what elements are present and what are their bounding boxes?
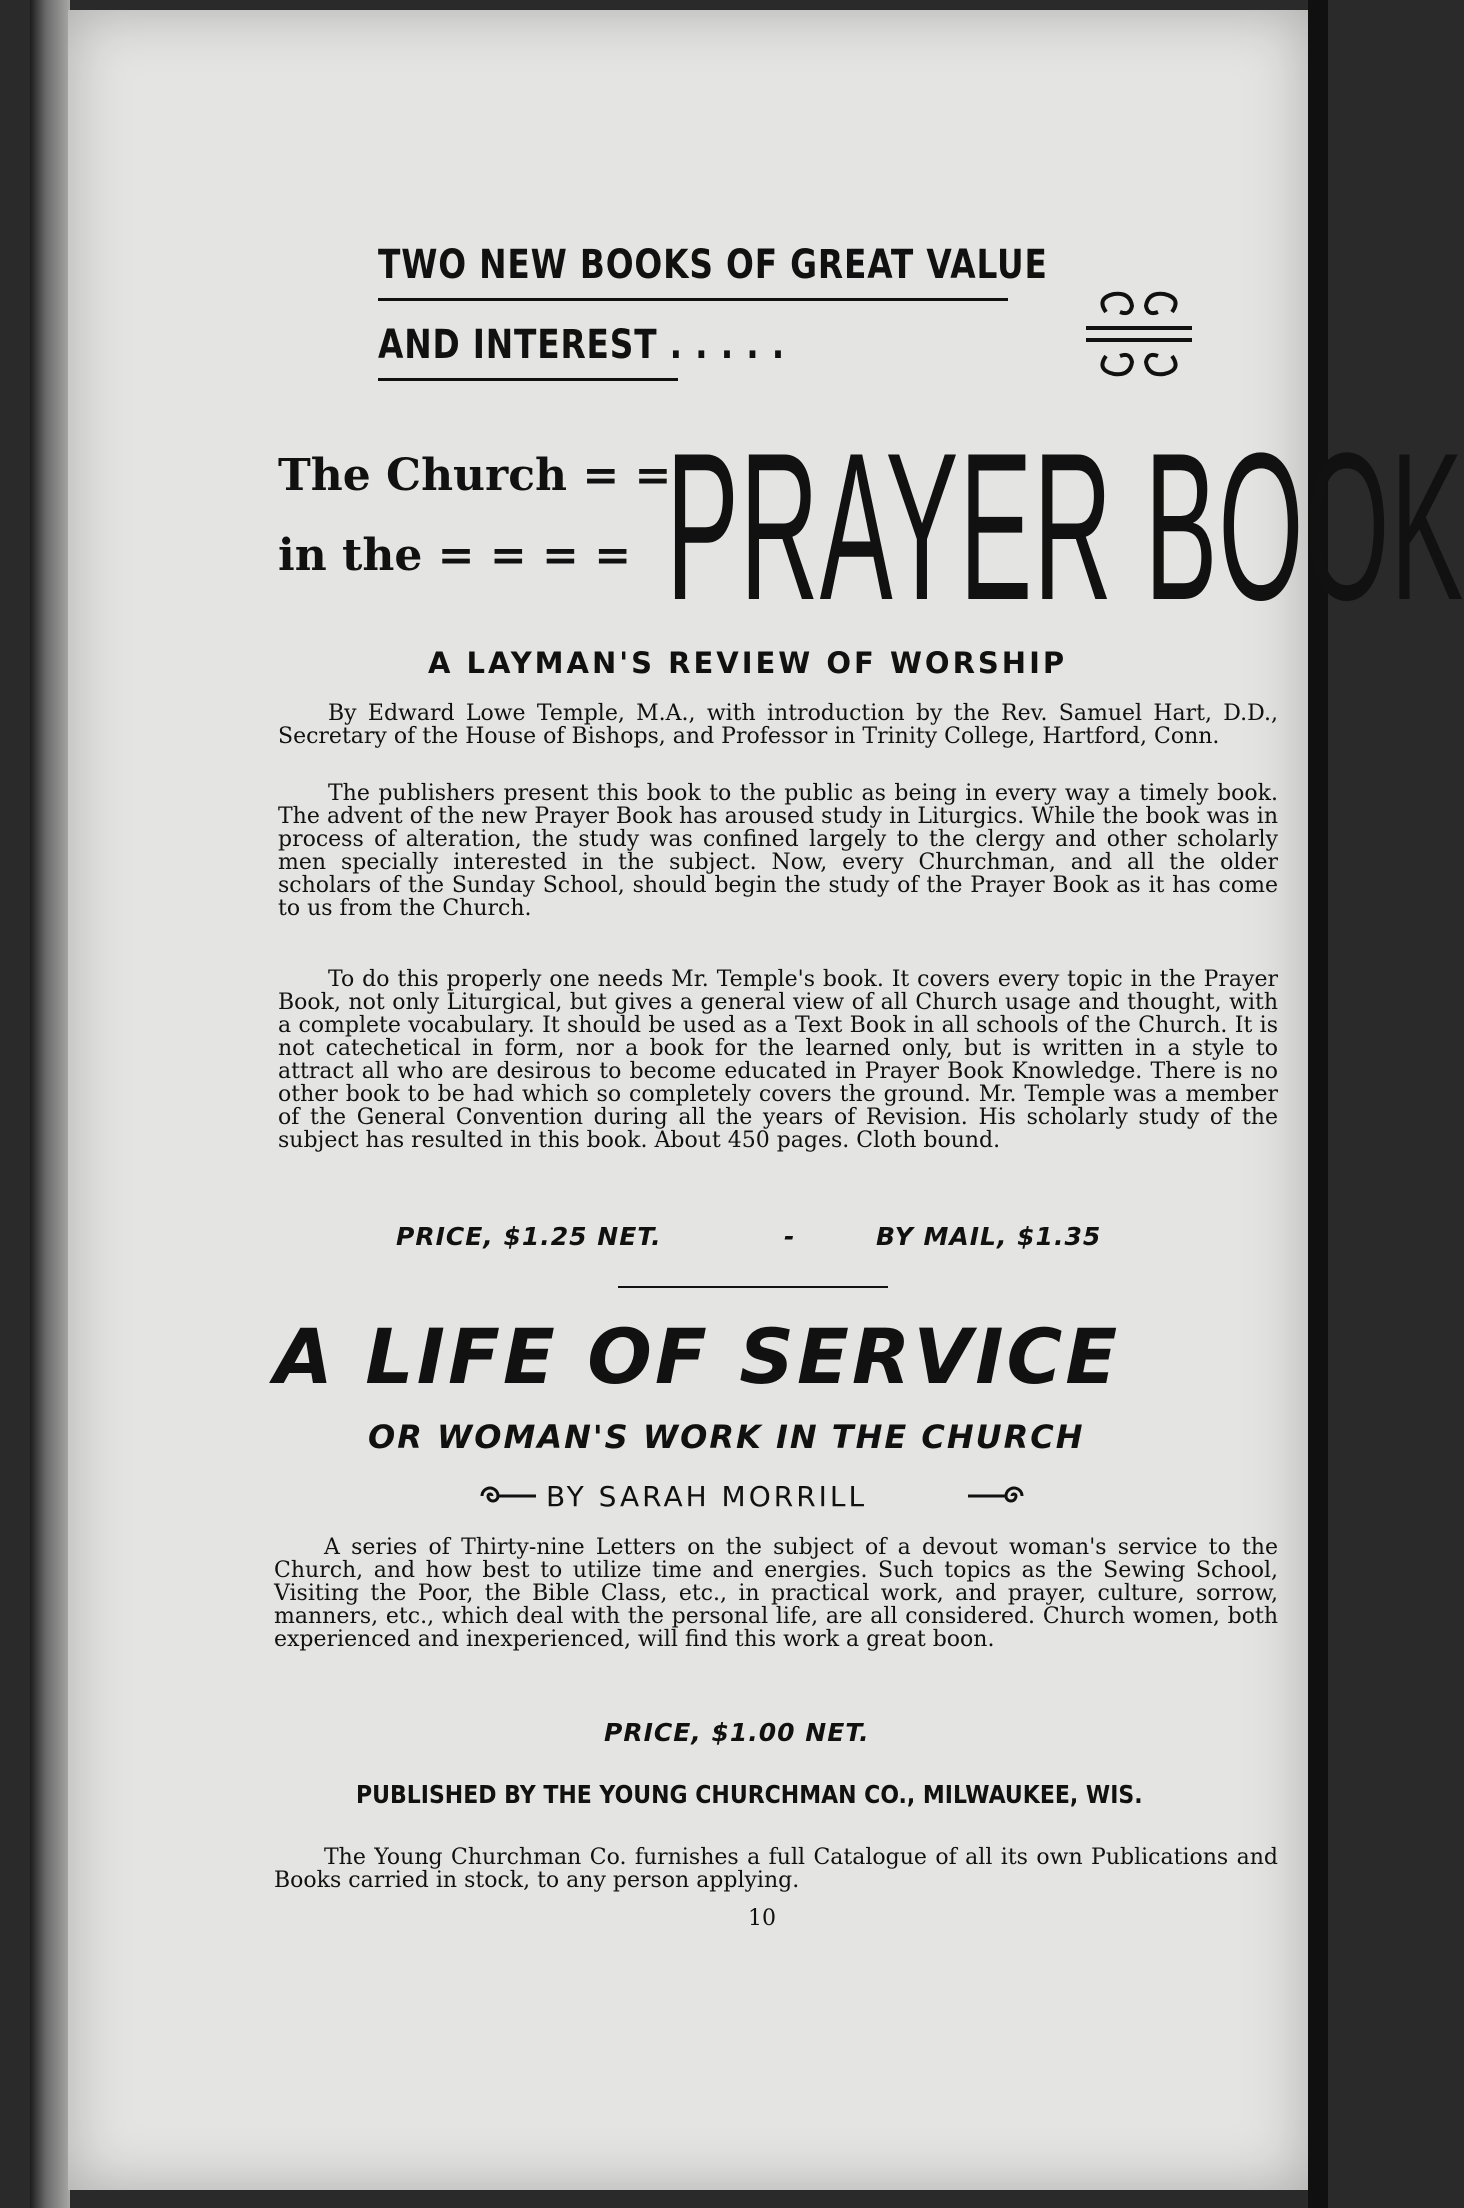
- header-line-2: AND INTEREST . . . . .: [378, 322, 786, 368]
- title-left-line-2: in the = = = =: [278, 530, 632, 581]
- book1-paragraph-3: To do this properly one needs Mr. Temple's book. It covers every topic in the Prayer Book, not only Liturgical, but gives a general view of all Church usage and thought, with a complete vocabulary. It should be used as a Text Book in all schools of the Church. It is not catechetical in form, nor a book for the learned only, but is written in a style to attract all who are desirous to become educated in Prayer Book Knowledge. There is no other book to be had which so completely covers the ground. Mr. Temple was a member of the General Convention during all the years of Revision. His scholarly study of the subject has resulted in this book. About 450 pages. Cloth bound.: [278, 967, 1278, 1153]
- scanned-page: [68, 10, 1464, 2190]
- header-rule-1: [378, 298, 1008, 301]
- header-rule-2: [378, 378, 678, 381]
- page-content: [68, 10, 1464, 2190]
- book2-price: PRICE, $1.00 NET.: [604, 1718, 870, 1747]
- book1-price-net: PRICE, $1.25 NET.: [396, 1222, 662, 1251]
- book2-title: A LIFE OF SERVICE: [274, 1312, 1121, 1401]
- book1-price-separator: -: [784, 1222, 796, 1251]
- book2-paragraph: A series of Thirty-nine Letters on the subject of a devout woman's service to the Church, and how best to utilize time and energies. Such topics as the Sewing School, Visiting the Poor, the Bible Class, etc., in practical work, and prayer, culture, sorrow, manners, etc., which deal with the personal life, are all considered. Church women, both experienced and inexperienced, will find this work a great boon.: [274, 1535, 1278, 1652]
- publisher-line: PUBLISHED BY THE YOUNG CHURCHMAN CO., MILWAUKEE, WIS.: [356, 1780, 1143, 1809]
- section-divider: [618, 1286, 888, 1288]
- right-swirl-icon: [966, 1484, 1026, 1508]
- page-number: 10: [748, 1906, 776, 1931]
- catalogue-note: The Young Churchman Co. furnishes a full Catalogue of all its own Publications and Books carried in stock, to any person applying.: [274, 1845, 1278, 1893]
- book1-paragraph-2: The publishers present this book to the public as being in every way a timely book. The advent of the new Prayer Book has aroused study in Liturgics. While the book was in process of alteration, the study was confined largely to the clergy and other scholarly men specially interested in the subject. Now, every Churchman, and all the older scholars of the Sunday School, should begin the study of the Prayer Book as it has come to us from the Church.: [278, 781, 1278, 921]
- book1-subtitle: A LAYMAN'S REVIEW OF WORSHIP: [428, 646, 1068, 680]
- scroll-ornament-icon: [1076, 282, 1202, 386]
- prayer-book-title: PRAYER BOOK: [666, 409, 1464, 644]
- book2-author: BY SARAH MORRILL: [546, 1480, 868, 1513]
- title-left-line-1: The Church = =: [278, 450, 672, 501]
- page-left-edge: [30, 0, 70, 2208]
- left-swirl-icon: [478, 1484, 538, 1508]
- page-right-edge: [1308, 0, 1328, 2208]
- book2-subtitle: OR WOMAN'S WORK IN THE CHURCH: [368, 1418, 1085, 1456]
- header-line-1: TWO NEW BOOKS OF GREAT VALUE: [378, 242, 1048, 288]
- book1-price-mail: BY MAIL, $1.35: [876, 1222, 1102, 1251]
- book1-paragraph-1: By Edward Lowe Temple, M.A., with introduction by the Rev. Samuel Hart, D.D., Secretary of the House of Bishops, and Professor in Trinity College, Hartford, Conn.: [278, 701, 1278, 749]
